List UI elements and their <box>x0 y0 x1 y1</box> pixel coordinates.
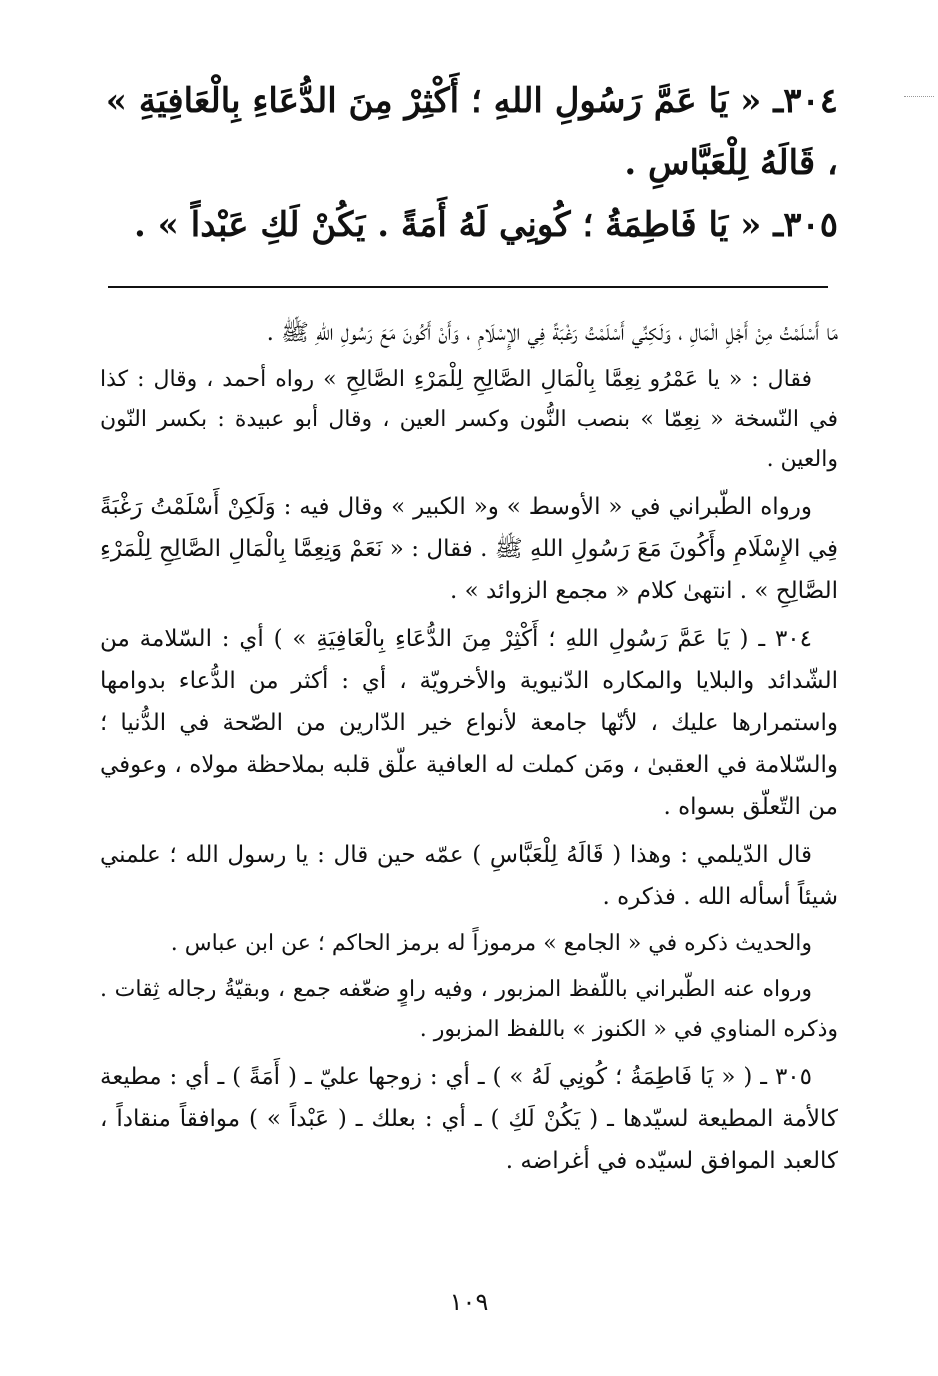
commentary-section <box>100 312 838 1188</box>
commentary-paragraph: فقال : « يا عَمْرُو نِعِمَّا بِالْمَالِ الصَّالِحِ لِلْمَرْءِ الصَّالِحِ » رواه أحمد ، وقال : كذا في النّسخة « نِعِمّا » بنصب النُّون وكسر العين ، وقال أبو عبيدة : بكسر النّون والعين . <box>100 367 838 472</box>
commentary-paragraph: ٣٠٥ ـ ( « يَا فَاطِمَةُ ؛ كُونِي لَهُ » ) ـ أي : زوجها عليّ ـ ( أَمَةً ) ـ أي : مطيعة كالأمة المطيعة لسيّدها ـ ( يَكُنْ لَكِ ) ـ أي : بعلك ـ ( عَبْداً » ) موافقاً منقاداً ، كالعبد الموافق لسيّده في أغراضه . <box>100 1064 838 1174</box>
commentary-paragraph: قال الدّيلمي : وهذا ( قَالَهُ لِلْعَبَّاسِ ) عمّه حين قال : يا رسول الله ؛ علمني شيئاً أسأله الله . فذكره . <box>100 842 838 910</box>
commentary-paragraph: والحديث ذكره في « الجامع » مرموزاً له برمز الحاكم ؛ عن ابن عباس . <box>170 931 812 956</box>
footnote-divider <box>108 286 828 288</box>
commentary-paragraph: مَا أَسْلَمْتُ مِنْ أَجْلِ الْمَالِ ، وَلَكِنِّي أَسْلَمْتُ رَغْبَةً فِي الإِسْلَامِ ، وَأَنْ أَكُونَ مَعَ رَسُولِ اللهِ ﷺ . <box>266 320 838 346</box>
commentary-paragraph: ورواه الطّبراني في « الأوسط » و« الكبير » وقال فيه : وَلَكِنْ أَسْلَمْتُ رَغْبَةً فِي الإِسْلَامِ وأَكُونَ مَعَ رَسُولِ اللهِ ﷺ . فقال : « نَعَمْ وَنِعِمَّا بِالْمَالِ الصَّالِحِ لِلْمَرْءِ الصَّالِحِ » . انتهىٰ كلام « مجمع الزوائد » . <box>100 494 838 604</box>
hadith-305: ٣٠٥ـ « يَا فَاطِمَةُ ؛ كُونِي لَهُ أَمَةً . يَكُنْ لَكِ عَبْداً » . <box>133 205 838 245</box>
scan-artifact <box>904 96 934 97</box>
commentary-paragraph: ورواه عنه الطّبراني باللّفظ المزبور ، وفيه راوٍ ضعّفه جمع ، وبقيّةُ رجاله ثِقات . وذكره المناوي في « الكنوز » باللفظ المزبور . <box>100 977 838 1042</box>
commentary-paragraph: ٣٠٤ ـ ( يَا عَمَّ رَسُولِ اللهِ ؛ أَكْثِرْ مِنَ الدُّعَاءِ بِالْعَافِيَةِ » ) أي : السّلامة من الشّدائد والبلايا والمكاره الدّنيوية والأخرويّة ، أي : أكثر من الدُّعاء بدوامها واستمرارها عليك ، لأنّها جامعة لأنواع خير الدّارين من الصّحة في الدُّنيا ؛ والسّلامة في العقبىٰ ، ومَن كملت له العافية علّق قلبه بملاحظة مولاه ، وعوفي من التّعلّق بسواه . <box>100 626 838 820</box>
hadith-304: ٣٠٤ـ « يَا عَمَّ رَسُولِ اللهِ ؛ أَكْثِرْ مِنَ الدُّعَاءِ بِالْعَافِيَةِ » ، قَالَهُ لِلْعَبَّاسِ . <box>105 81 838 183</box>
page-number: ١٠٩ <box>449 1288 489 1316</box>
hadith-section <box>100 70 838 256</box>
